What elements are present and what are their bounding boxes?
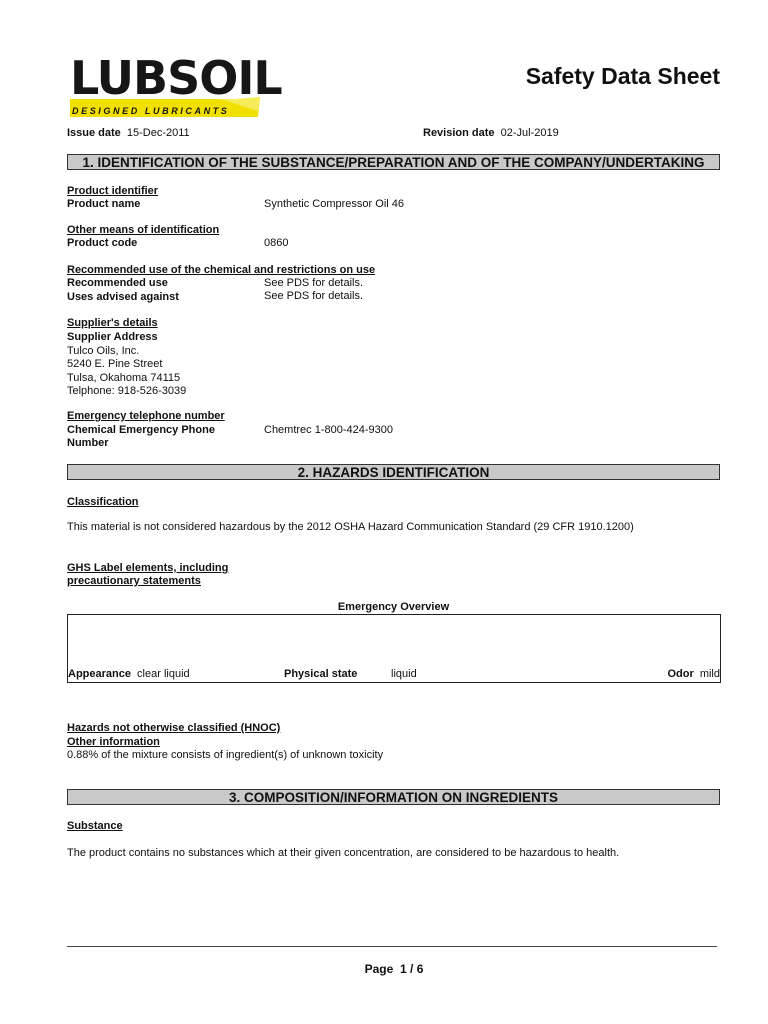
section-3-header: 3. COMPOSITION/INFORMATION ON INGREDIENTS <box>67 789 720 805</box>
address-line: Telphone: 918-526-3039 <box>67 385 187 397</box>
physical-state-value: liquid <box>391 668 417 680</box>
ghs-heading-cont: precautionary statements <box>67 575 201 587</box>
appearance-label: Appearance <box>68 668 131 680</box>
appearance-value: clear liquid <box>137 668 190 680</box>
recommended-use-heading: Recommended use of the chemical and restrictions on use <box>67 264 376 276</box>
supplier-address-label: Supplier Address <box>67 331 158 343</box>
address-line: Tulsa, Okahoma 74115 <box>67 372 181 384</box>
emergency-overview-title: Emergency Overview <box>337 601 450 613</box>
address-line: 5240 E. Pine Street <box>67 358 163 370</box>
product-identifier-heading: Product identifier <box>67 185 159 197</box>
appearance-row <box>68 668 190 681</box>
chem-phone-label: Chemical Emergency Phone <box>67 424 215 436</box>
product-code-label: Product code <box>67 237 138 249</box>
classification-heading: Classification <box>67 496 139 508</box>
issue-date-value: 15-Dec-2011 <box>126 127 190 139</box>
recommended-use-value: See PDS for details. <box>264 277 364 289</box>
chem-phone-label-cont: Number <box>67 437 109 449</box>
logo-wordmark: LUBSOIL <box>70 51 282 105</box>
footer-divider <box>67 946 717 947</box>
issue-date-row <box>67 127 190 140</box>
uses-advised-label: Uses advised against <box>67 291 179 303</box>
physical-state-label: Physical state <box>284 668 358 680</box>
other-information-heading: Other information <box>67 736 160 748</box>
section-2-header: 2. HAZARDS IDENTIFICATION <box>67 464 720 480</box>
ghs-heading: GHS Label elements, including <box>67 562 229 574</box>
page-current: 1 <box>399 962 407 976</box>
revision-date-value: 02-Jul-2019 <box>500 127 559 139</box>
logo-tagline: DESIGNED LUBRICANTS <box>72 106 230 116</box>
substance-text: The product contains no substances which at their given concentration, are considered to be hazardous to health. <box>67 847 620 859</box>
section-1-header: 1. IDENTIFICATION OF THE SUBSTANCE/PREPARATION AND OF THE COMPANY/UNDERTAKING <box>67 154 720 170</box>
chem-phone-value: Chemtrec 1-800-424-9300 <box>264 424 394 436</box>
issue-date-label: Issue date <box>67 127 121 139</box>
emergency-phone-heading: Emergency telephone number <box>67 410 225 422</box>
product-code-value: 0860 <box>264 237 289 249</box>
address-line: Tulco Oils, Inc. <box>67 345 140 357</box>
supplier-details-heading: Supplier's details <box>67 317 158 329</box>
uses-advised-value: See PDS for details. <box>264 290 364 302</box>
substance-heading: Substance <box>67 820 123 832</box>
page-number: Page 1 / 6 <box>364 962 424 976</box>
product-name-value: Synthetic Compressor Oil 46 <box>264 198 404 210</box>
other-means-heading: Other means of identification <box>67 224 220 236</box>
classification-text: This material is not considered hazardous by the 2012 OSHA Hazard Communication Standard (29 CFR 1910.1200) <box>67 521 634 533</box>
page-label: Page <box>364 962 394 976</box>
odor-row <box>667 668 720 681</box>
recommended-use-label: Recommended use <box>67 277 168 289</box>
odor-label: Odor <box>667 668 694 680</box>
document-title: Safety Data Sheet <box>525 63 720 89</box>
product-name-label: Product name <box>67 198 141 210</box>
revision-date-label: Revision date <box>423 127 495 139</box>
revision-date-row <box>423 127 559 140</box>
hnoc-heading: Hazards not otherwise classified (HNOC) <box>67 722 281 734</box>
other-information-text: 0.88% of the mixture consists of ingredient(s) of unknown toxicity <box>67 749 384 761</box>
odor-value: mild <box>699 668 720 680</box>
page-total: 6 <box>416 962 424 976</box>
